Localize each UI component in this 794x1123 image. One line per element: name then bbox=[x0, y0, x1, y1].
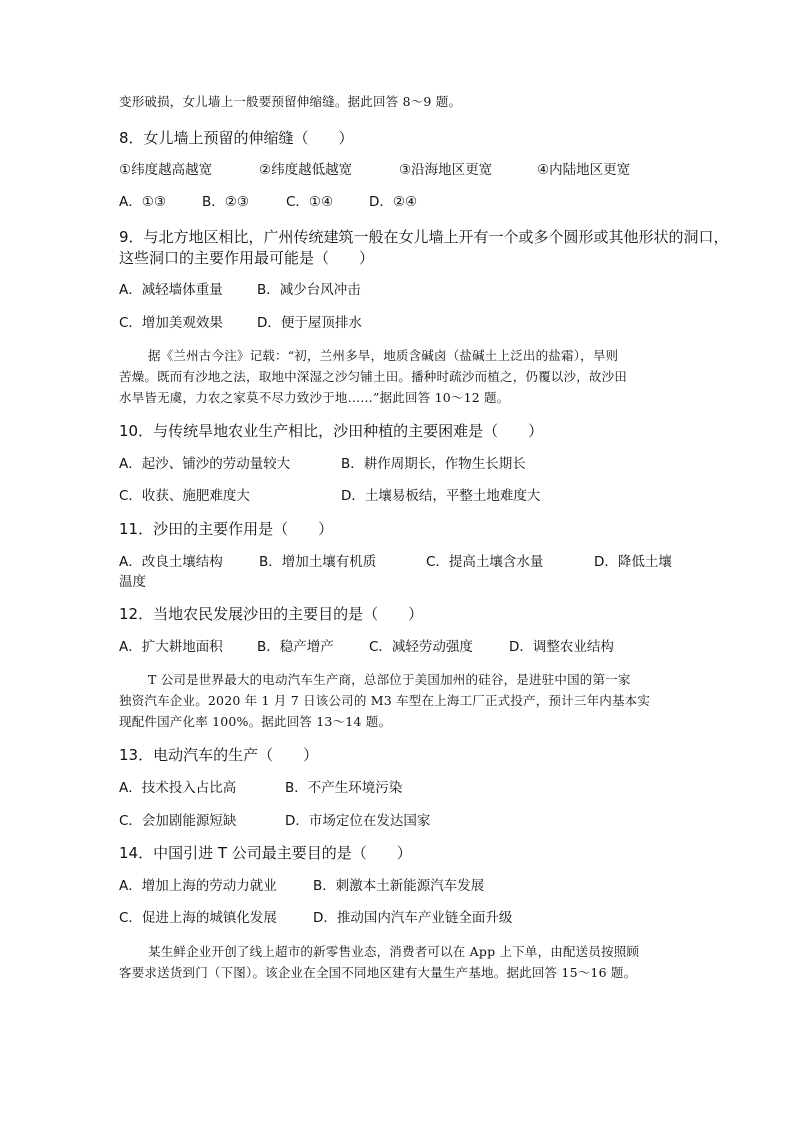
question-11-option-d-wrap: 温度 bbox=[119, 574, 146, 590]
question-9-stem-line-2: 这些洞口的主要作用最可能是（ ） bbox=[119, 249, 375, 267]
passage-4-line-2: 客要求送货到门（下图）。该企业在全国不同地区建有大量生产基地。据此回答 15～16 题。 bbox=[119, 965, 637, 980]
statement-3: ③沿海地区更宽 bbox=[399, 162, 493, 178]
passage-3-line-2: 独资汽车企业。2020 年 1 月 7 日该公司的 M3 车型在上海工厂正式投产，预计三年内基本实 bbox=[119, 693, 651, 708]
option-c: C．收获、施肥难度大 bbox=[119, 488, 250, 504]
option-b: B．减少台风冲击 bbox=[257, 282, 361, 298]
question-12-stem: 12．当地农民发展沙田的主要目的是（ ） bbox=[119, 605, 424, 623]
option-a: A．①③ bbox=[119, 194, 166, 210]
option-b: B．耕作周期长，作物生长期长 bbox=[341, 456, 526, 472]
option-b: B．②③ bbox=[202, 194, 249, 210]
question-11-stem: 11．沙田的主要作用是（ ） bbox=[119, 520, 334, 538]
question-14-stem: 14．中国引进 T 公司最主要目的是（ ） bbox=[119, 844, 412, 862]
question-8-stem: 8．女儿墙上预留的伸缩缝（ ） bbox=[119, 129, 354, 147]
option-a: A．扩大耕地面积 bbox=[119, 639, 223, 655]
option-c: C．促进上海的城镇化发展 bbox=[119, 910, 277, 926]
passage-4-line-1: 某生鲜企业开创了线上超市的新零售业态，消费者可以在 App 上下单，由配送员按照顾 bbox=[148, 944, 640, 959]
option-d: D．降低土壤 bbox=[594, 554, 672, 570]
passage-2-line-3: 水旱皆无虞，力农之家莫不尽力致沙于地……”据此回答 10～12 题。 bbox=[119, 390, 510, 405]
option-b: B．增加土壤有机质 bbox=[259, 554, 377, 570]
option-b: B．不产生环境污染 bbox=[285, 780, 403, 796]
option-b: B．刺激本土新能源汽车发展 bbox=[313, 878, 485, 894]
question-10-stem: 10．与传统旱地农业生产相比，沙田种植的主要困难是（ ） bbox=[119, 422, 544, 440]
statement-1: ①纬度越高越宽 bbox=[119, 162, 213, 178]
option-a: A．改良土壤结构 bbox=[119, 554, 223, 570]
option-a: A．技术投入占比高 bbox=[119, 780, 237, 796]
option-a: A．减轻墙体重量 bbox=[119, 282, 223, 298]
option-c: C．提高土壤含水量 bbox=[426, 554, 544, 570]
option-a: A．起沙、铺沙的劳动量较大 bbox=[119, 456, 291, 472]
option-d: D．调整农业结构 bbox=[509, 639, 614, 655]
question-13-stem: 13．电动汽车的生产（ ） bbox=[119, 746, 319, 764]
option-d: D．市场定位在发达国家 bbox=[285, 813, 431, 829]
option-c: C．增加美观效果 bbox=[119, 315, 223, 331]
passage-continuation: 变形破损，女儿墙上一般要预留伸缩缝。据此回答 8～9 题。 bbox=[119, 94, 462, 109]
statement-4: ④内陆地区更宽 bbox=[537, 162, 631, 178]
option-c: C．减轻劳动强度 bbox=[369, 639, 473, 655]
option-c: C．①④ bbox=[286, 194, 334, 210]
passage-3-line-1: T 公司是世界最大的电动汽车生产商，总部位于美国加州的硅谷，是进驻中国的第一家 bbox=[148, 672, 631, 687]
option-d: D．便于屋顶排水 bbox=[257, 315, 362, 331]
option-d: D．推动国内汽车产业链全面升级 bbox=[313, 910, 513, 926]
passage-2-line-2: 苦燥。既而有沙地之法，取地中深湿之沙匀铺土田。播种时疏沙而植之，仍覆以沙，故沙田 bbox=[119, 369, 628, 384]
option-c: C．会加剧能源短缺 bbox=[119, 813, 237, 829]
option-d: D．土壤易板结，平整土地难度大 bbox=[341, 488, 541, 504]
statement-2: ②纬度越低越宽 bbox=[259, 162, 353, 178]
passage-3-line-3: 现配件国产化率 100%。据此回答 13～14 题。 bbox=[119, 714, 392, 729]
passage-2-line-1: 据《兰州古今注》记载：“初，兰州多旱，地质含碱卤（盐碱土上泛出的盐霜），旱则 bbox=[148, 348, 619, 363]
option-b: B．稳产增产 bbox=[257, 639, 334, 655]
question-9-stem-line-1: 9．与北方地区相比，广州传统建筑一般在女儿墙上开有一个或多个圆形或其他形状的洞口， bbox=[119, 228, 729, 246]
option-a: A．增加上海的劳动力就业 bbox=[119, 878, 277, 894]
option-d: D．②④ bbox=[369, 194, 418, 210]
